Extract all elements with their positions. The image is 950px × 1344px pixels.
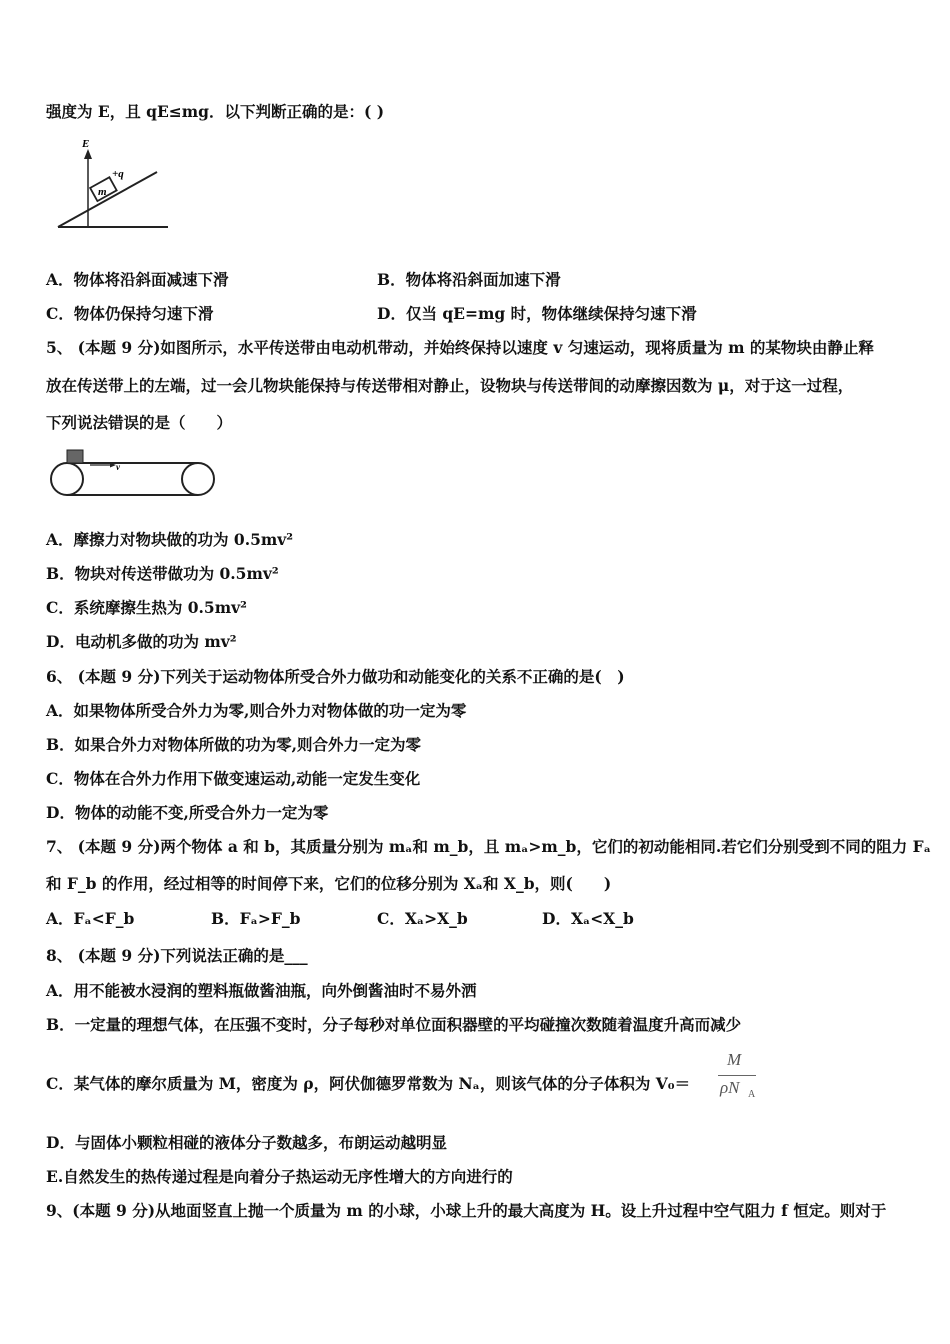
q5-option-a: A．摩擦力对物块做的功为 0.5mv² xyxy=(46,530,294,549)
q8-stem: 8、 (本题 9 分)下列说法正确的是___ xyxy=(46,946,308,965)
q5-stem-line-1: 5、 (本题 9 分)如图所示，水平传送带由电动机带动，并始终保持以速度 v 匀速运动，现将质量为 m 的某物块由静止释 xyxy=(46,338,874,357)
fraction-denominator: ρN xyxy=(720,1078,740,1097)
q6-option-c: C．物体在合外力作用下做变速运动,动能一定发生变化 xyxy=(46,769,421,788)
charge-label-q: +q xyxy=(112,168,124,180)
q8-option-e: E.自然发生的热传递过程是向着分子热运动无序性增大的方向进行的 xyxy=(46,1167,513,1186)
q6-stem: 6、 (本题 9 分)下列关于运动物体所受合外力做功和动能变化的关系不正确的是( ) xyxy=(46,667,625,686)
q5-option-c: C．系统摩擦生热为 0.5mv² xyxy=(46,598,247,617)
q8-option-c: C．某气体的摩尔质量为 M，密度为 ρ，阿伏伽德罗常数为 Nₐ，则该气体的分子体积为 V₀＝ xyxy=(46,1074,691,1093)
q7-option-c: C．Xₐ>X_b xyxy=(377,909,468,928)
field-label-E: E xyxy=(82,138,90,150)
mass-label-m: m xyxy=(98,186,107,198)
q7-option-b: B．Fₐ>F_b xyxy=(211,909,301,928)
q8-option-b: B．一定量的理想气体，在压强不变时，分子每秒对单位面积器壁的平均碰撞次数随着温度升高而减少 xyxy=(46,1015,742,1034)
q6-option-d: D．物体的动能不变,所受合外力一定为零 xyxy=(46,803,329,822)
q5-stem-line-3: 下列说法错误的是（ ） xyxy=(46,413,233,432)
q9-stem-line-1: 9、(本题 9 分)从地面竖直上抛一个质量为 m 的小球，小球上升的最大高度为 H。设上升过程中空气阻力 f 恒定。则对于 xyxy=(46,1201,887,1220)
q5-stem-line-2: 放在传送带上的左端，过一会儿物块能保持与传送带相对静止，设物块与传送带间的动摩擦因数为 μ，对于这一过程， xyxy=(46,376,854,395)
q4-option-a: A．物体将沿斜面减速下滑 xyxy=(46,270,229,289)
q4-option-b: B．物体将沿斜面加速下滑 xyxy=(377,270,561,289)
question-intro-line: 强度为 E，且 qE≤mg．以下判断正确的是：( ) xyxy=(46,102,385,121)
velocity-label-v: v xyxy=(116,462,120,472)
q7-option-d: D．Xₐ<X_b xyxy=(542,909,634,928)
q5-option-d: D．电动机多做的功为 mv² xyxy=(46,632,237,651)
fraction-numerator: M xyxy=(727,1050,742,1069)
q4-option-c: C．物体仍保持匀速下滑 xyxy=(46,304,214,323)
q7-stem-line-2: 和 F_b 的作用，经过相等的时间停下来，它们的位移分别为 Xₐ和 X_b，则( ) xyxy=(46,874,612,893)
q7-option-a: A．Fₐ<F_b xyxy=(46,909,135,928)
fraction-bar xyxy=(718,1075,756,1076)
q6-option-a: A．如果物体所受合外力为零,则合外力对物体做的功一定为零 xyxy=(46,701,467,720)
fraction-denominator-subscript: A xyxy=(748,1089,756,1100)
q5-option-b: B．物块对传送带做功为 0.5mv² xyxy=(46,564,279,583)
q4-option-d: D．仅当 qE=mg 时，物体继续保持匀速下滑 xyxy=(377,304,697,323)
q6-option-b: B．如果合外力对物体所做的功为零,则合外力一定为零 xyxy=(46,735,421,754)
q8-option-d: D．与固体小颗粒相碰的液体分子数越多，布朗运动越明显 xyxy=(46,1133,447,1152)
q8-option-a: A．用不能被水浸润的塑料瓶做酱油瓶，向外倒酱油时不易外洒 xyxy=(46,981,477,1000)
conveyor-belt-diagram xyxy=(48,446,220,502)
incline-field-diagram xyxy=(50,135,175,235)
q7-stem-line-1: 7、 (本题 9 分)两个物体 a 和 b，其质量分别为 mₐ和 m_b，且 mₐ>m_b，它们的初动能相同.若它们分别受到不同的阻力 Fₐ xyxy=(46,837,931,856)
